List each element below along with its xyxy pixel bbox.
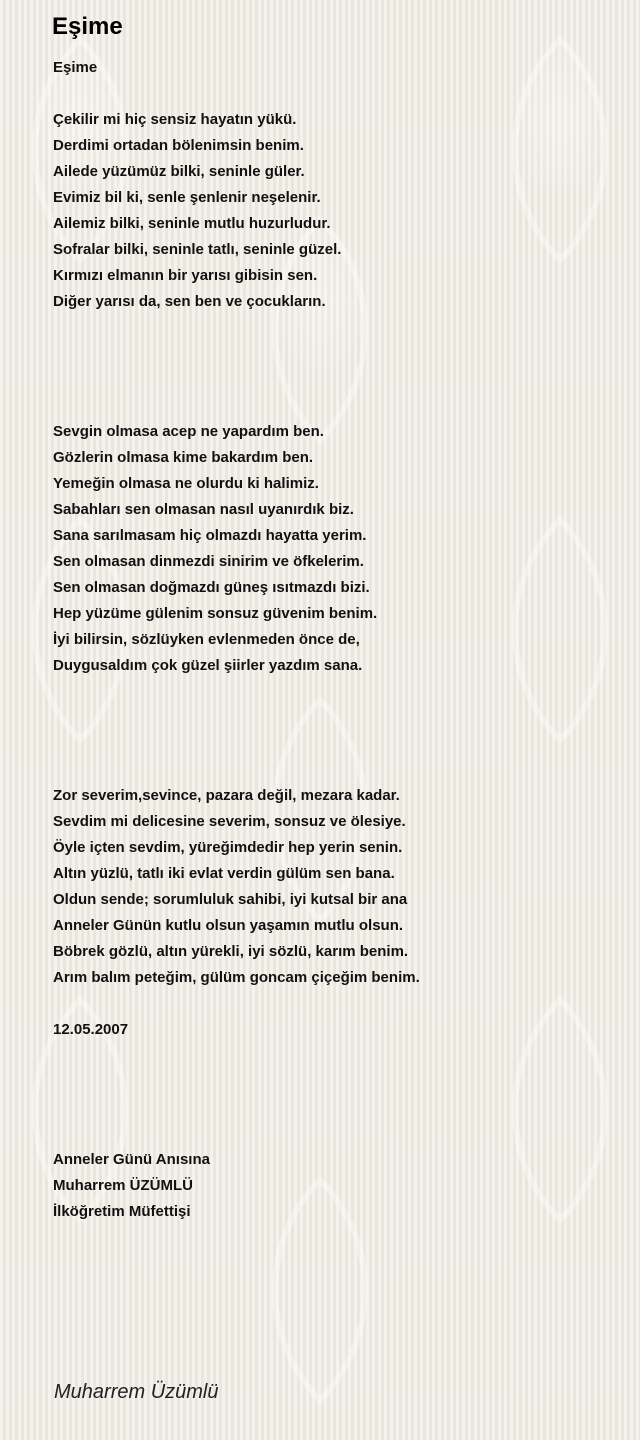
poem-line: Diğer yarısı da, sen ben ve çocukların. — [53, 293, 326, 310]
poem-line: Anneler Günün kutlu olsun yaşamın mutlu olsun. — [53, 917, 404, 934]
poem-line: Ailede yüzümüz bilki, seninle güler. — [53, 163, 305, 180]
poem-line: Evimiz bil ki, senle şenlenir neşelenir. — [53, 189, 321, 206]
spacer — [53, 679, 613, 783]
poem-line: Duygusaldım çok güzel şiirler yazdım sana. — [53, 657, 363, 674]
poem-line: Sen olmasan doğmazdı güneş ısıtmazdı bizi. — [53, 579, 370, 596]
poem-line: Çekilir mi hiç sensiz hayatın yükü. — [53, 111, 297, 128]
footer-author-role: İlköğretim Müfettişi — [53, 1203, 191, 1220]
footer-author: Muharrem ÜZÜMLÜ — [53, 1177, 194, 1194]
page-title: Eşime — [52, 13, 123, 40]
poem-line: Kırmızı elmanın bir yarısı gibisin sen. — [53, 267, 318, 284]
poem-line: Yemeğin olmasa ne olurdu ki halimiz. — [53, 475, 319, 492]
poem-body — [53, 55, 613, 1225]
poem-line: Zor severim,sevince, pazara değil, mezara kadar. — [53, 787, 400, 804]
author-signature: Muharrem Üzümlü — [54, 1381, 219, 1403]
poem-line: Hep yüzüme gülenim sonsuz güvenim benim. — [53, 605, 378, 622]
spacer — [53, 315, 613, 419]
poem-subtitle: Eşime — [53, 59, 98, 76]
poem-line: Sevgin olmasa acep ne yapardım ben. — [53, 423, 324, 440]
poem-line: Derdimi ortadan bölenimsin benim. — [53, 137, 304, 154]
poem-line: İyi bilirsin, sözlüyken evlenmeden önce de, — [53, 631, 360, 648]
poem-line: Arım balım peteğim, gülüm goncam çiçeğim benim. — [53, 969, 420, 986]
poem-line: Sofralar bilki, seninle tatlı, seninle güzel. — [53, 241, 342, 258]
poem-line: Böbrek gözlü, altın yürekli, iyi sözlü, karım benim. — [53, 943, 409, 960]
poem-date: 12.05.2007 — [53, 1021, 129, 1038]
stanza-3 — [53, 783, 613, 991]
poem-line: Ailemiz bilki, seninle mutlu huzurludur. — [53, 215, 331, 232]
footer-dedication: Anneler Günü Anısına — [53, 1151, 210, 1168]
poem-line: Oldun sende; sorumluluk sahibi, iyi kutsal bir ana — [53, 891, 408, 908]
stanza-2 — [53, 419, 613, 679]
poem-line: Sabahları sen olmasan nasıl uyanırdık biz. — [53, 501, 354, 518]
poem-line: Altın yüzlü, tatlı iki evlat verdin gülüm sen bana. — [53, 865, 395, 882]
poem-line: Öyle içten sevdim, yüreğimdedir hep yerin senin. — [53, 839, 403, 856]
spacer — [53, 991, 613, 1017]
poem-footer — [53, 1147, 613, 1225]
spacer — [53, 1043, 613, 1147]
spacer — [53, 81, 613, 107]
poem-line: Gözlerin olmasa kime bakardım ben. — [53, 449, 314, 466]
stanza-1 — [53, 107, 613, 315]
poem-line: Sen olmasan dinmezdi sinirim ve öfkelerim. — [53, 553, 364, 570]
poem-line: Sana sarılmasam hiç olmazdı hayatta yerim. — [53, 527, 367, 544]
poem-line: Sevdim mi delicesine severim, sonsuz ve ölesiye. — [53, 813, 406, 830]
